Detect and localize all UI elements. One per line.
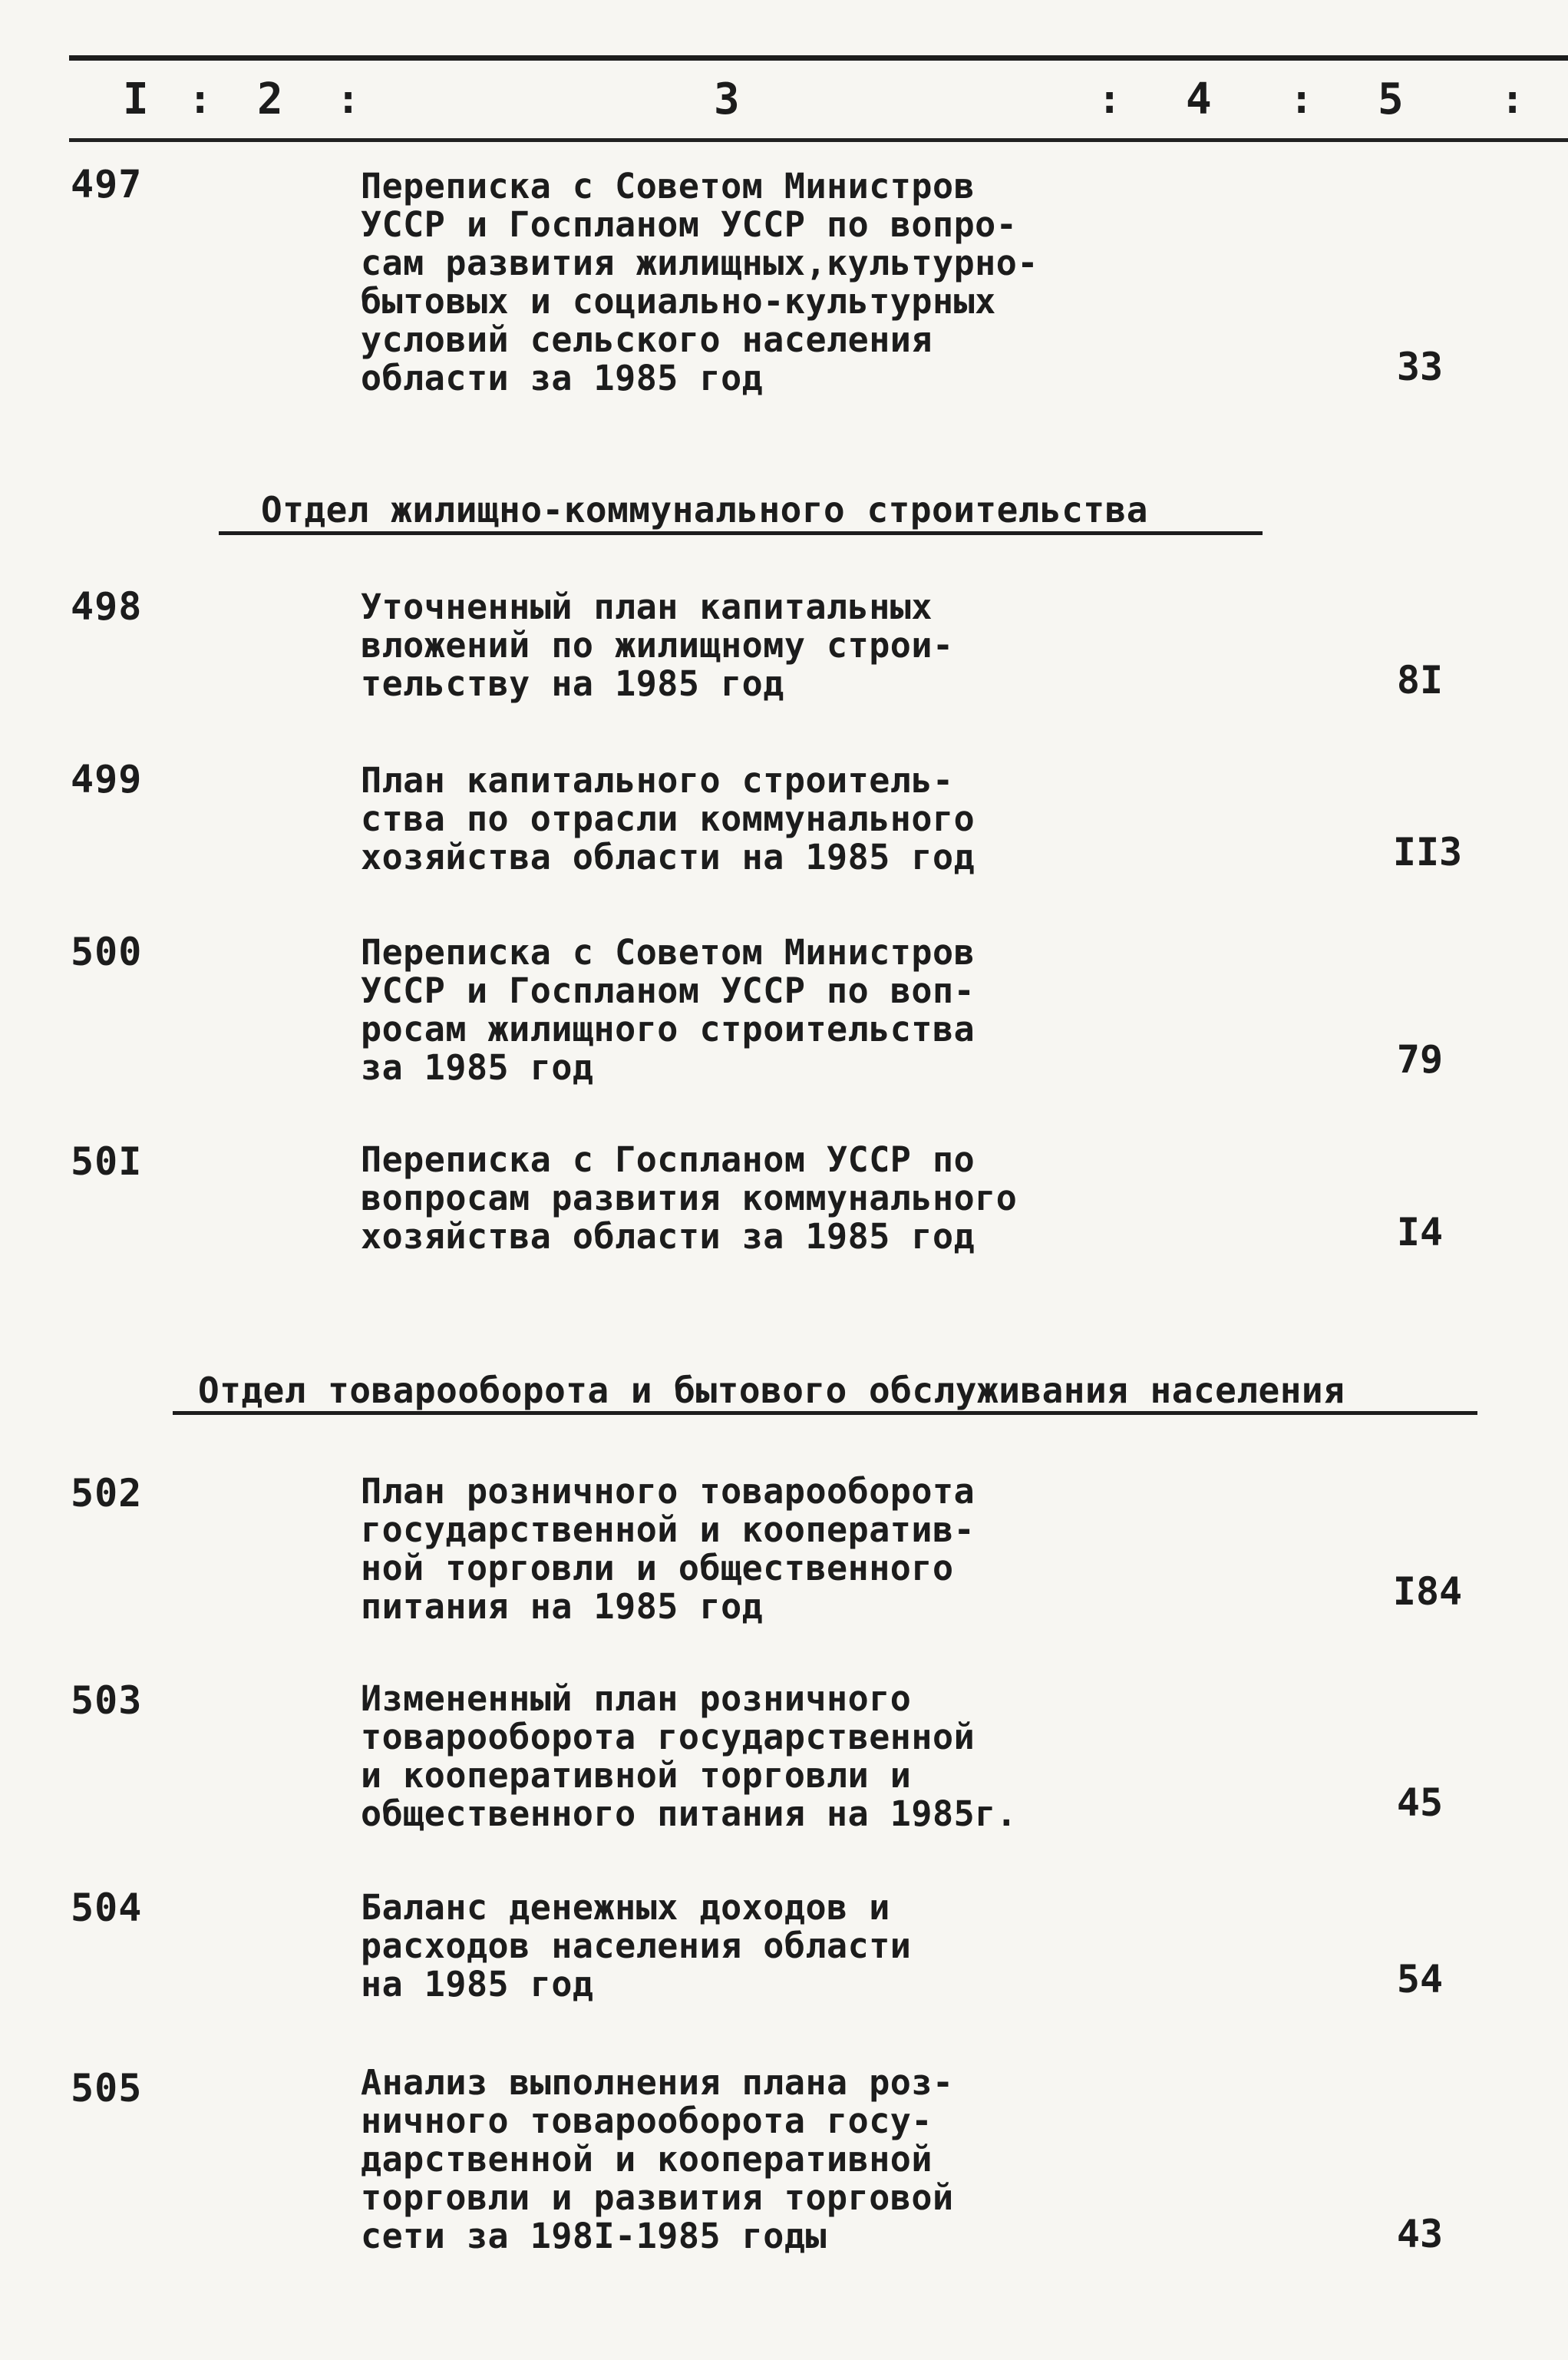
item-title: Переписка с Советом Министров УССР и Госпланом УССР по вопро- сам развития жилищных,культурно- бытовых и социально-культурных условий сельского населения области за 1985 год bbox=[361, 166, 1038, 398]
column-header-4: 4 bbox=[1186, 74, 1212, 124]
item-sheet-count: 8I bbox=[1396, 658, 1444, 702]
column-separator: : bbox=[1500, 77, 1525, 123]
item-title: Переписка с Советом Министров УССР и Госпланом УССР по воп- росам жилищного строительства за 1985 год bbox=[361, 932, 975, 1088]
item-number: 498 bbox=[71, 584, 143, 629]
item-sheet-count: I4 bbox=[1396, 1210, 1444, 1254]
column-header-3: 3 bbox=[714, 74, 740, 124]
item-number: 500 bbox=[71, 930, 143, 974]
column-separator: : bbox=[336, 77, 361, 123]
item-title: План розничного товарооборота государственной и кооператив- ной торговли и общественного питания на 1985 год bbox=[361, 1471, 975, 1627]
column-header-1: I bbox=[123, 74, 149, 124]
item-number: 504 bbox=[71, 1886, 143, 1930]
item-title: План капитального строитель- ства по отрасли коммунального хозяйства области на 1985 год bbox=[361, 760, 975, 878]
column-separator: : bbox=[1289, 77, 1314, 123]
header-rule bbox=[69, 138, 1568, 142]
item-sheet-count: 43 bbox=[1396, 2212, 1444, 2256]
column-header-2: 2 bbox=[257, 74, 283, 124]
item-title: Уточненный план капитальных вложений по жилищному строи- тельству на 1985 год bbox=[361, 587, 954, 704]
section-underline bbox=[173, 1411, 1477, 1415]
section-title: Отдел жилищно-коммунального строительства bbox=[261, 489, 1148, 531]
column-header-5: 5 bbox=[1378, 74, 1404, 124]
column-separator: : bbox=[1098, 77, 1122, 123]
item-number: 502 bbox=[71, 1471, 143, 1515]
section-title: Отдел товарооборота и бытового обслуживания населения bbox=[198, 1370, 1345, 1411]
item-title: Переписка с Госпланом УССР по вопросам развития коммунального хозяйства области за 1985 год bbox=[361, 1139, 1018, 1257]
item-number: 50I bbox=[71, 1139, 143, 1184]
item-number: 505 bbox=[71, 2066, 143, 2110]
item-title: Анализ выполнения плана роз- ничного товарооборота госу- дарственной и кооперативной торговли и развития торговой сети за 198I-1985 годы bbox=[361, 2062, 954, 2256]
item-number: 503 bbox=[71, 1678, 143, 1723]
item-sheet-count: 45 bbox=[1396, 1780, 1444, 1825]
item-number: 497 bbox=[71, 162, 143, 207]
item-title: Баланс денежных доходов и расходов населения области на 1985 год bbox=[361, 1887, 912, 2005]
item-title: Измененный план розничного товарооборота государственной и кооперативной торговли и общественного питания на 1985г. bbox=[361, 1678, 1018, 1834]
item-sheet-count: II3 bbox=[1392, 830, 1463, 874]
item-sheet-count: 79 bbox=[1396, 1037, 1444, 1082]
top-rule bbox=[69, 55, 1568, 61]
item-sheet-count: 33 bbox=[1396, 345, 1444, 389]
section-underline bbox=[219, 531, 1263, 535]
item-sheet-count: I84 bbox=[1392, 1569, 1463, 1614]
column-separator: : bbox=[188, 77, 213, 123]
item-number: 499 bbox=[71, 757, 143, 802]
item-sheet-count: 54 bbox=[1396, 1957, 1444, 2001]
